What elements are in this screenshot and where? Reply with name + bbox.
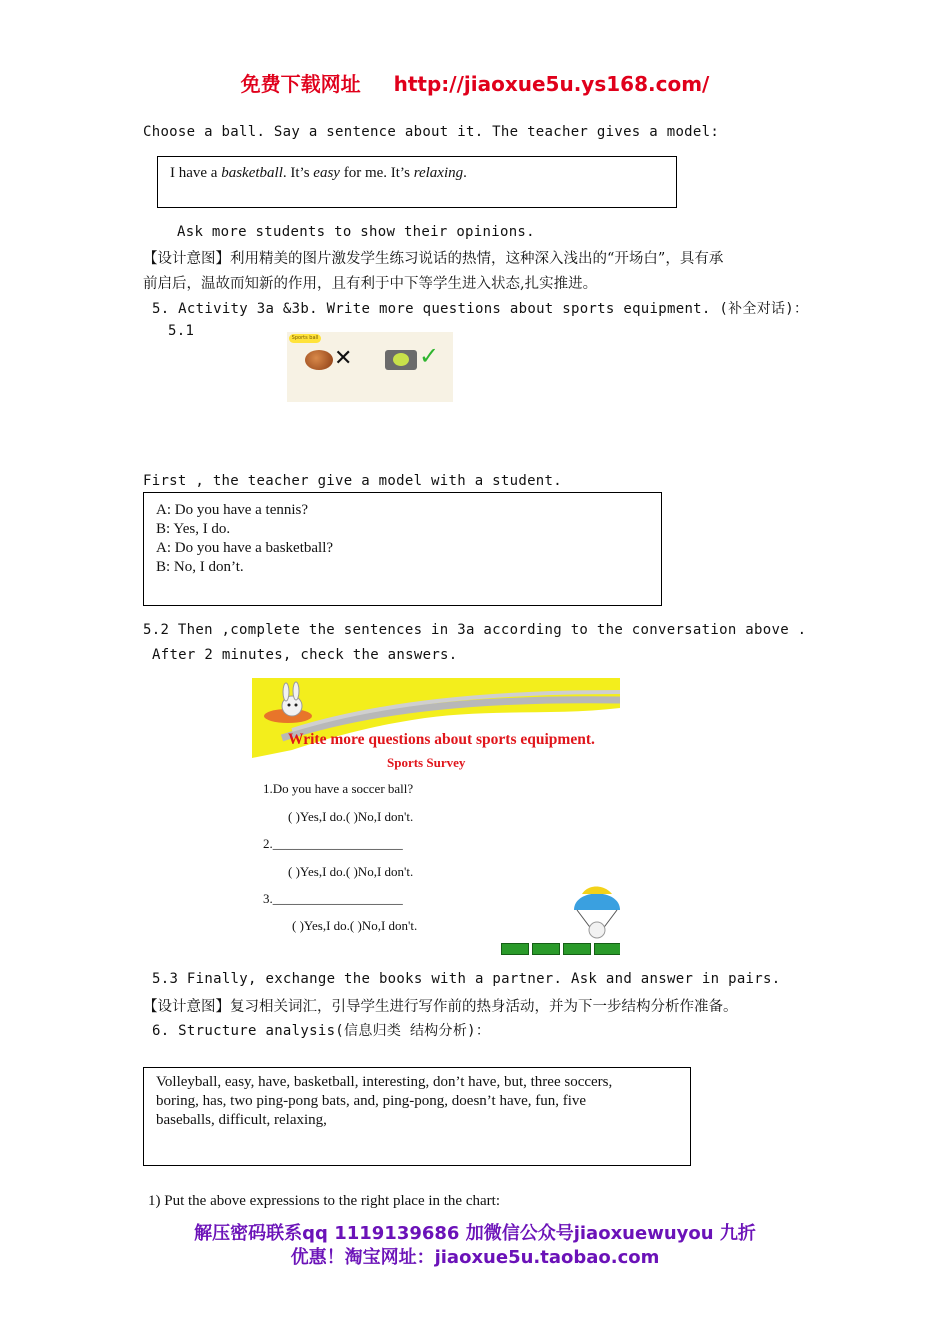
intro-line: Choose a ball. Say a sentence about it. The teacher gives a model: — [143, 124, 720, 140]
nav-button — [501, 943, 529, 955]
download-header — [0, 68, 950, 97]
step-5-3-line: 5.3 Finally, exchange the books with a partner. Ask and answer in pairs. — [152, 971, 781, 987]
survey-answer-2: ( )Yes,I do.( )No,I don't. — [288, 864, 414, 879]
nav-button — [532, 943, 560, 955]
step-5-2-line2: After 2 minutes, check the answers. — [152, 647, 458, 663]
sports-ball-image — [287, 332, 453, 402]
survey-question-2: 2.____________________ — [263, 836, 403, 851]
expressions-box — [143, 1067, 691, 1166]
dialog-line: B: Yes, I do. — [156, 521, 231, 537]
put-instruction: 1) Put the above expressions to the right place in the chart: — [148, 1193, 500, 1209]
expressions-line: boring, has, two ping-pong bats, and, ping-pong, doesn’t have, fun, five — [156, 1093, 587, 1109]
dialog-line: A: Do you have a tennis? — [156, 502, 309, 518]
dialog-line: A: Do you have a basketball? — [156, 540, 334, 556]
dialog-line: B: No, I don’t. — [156, 559, 244, 575]
ask-more-line: Ask more students to show their opinions. — [177, 224, 535, 240]
parachute-bunny-icon — [574, 887, 620, 939]
expressions-line: baseballs, difficult, relaxing, — [156, 1112, 327, 1128]
design-intent-1-line1: 【设计意图】利用精美的图片激发学生练习说话的热情，这种深入浅出的“开场白”，具有承 — [143, 251, 724, 267]
survey-question-1: 1.Do you have a soccer ball? — [263, 781, 414, 796]
survey-subtitle: Sports Survey — [387, 755, 466, 770]
survey-question-3: 3.____________________ — [263, 891, 403, 906]
first-model-line: First , the teacher give a model with a student. — [143, 473, 562, 489]
dialog-box — [143, 492, 662, 606]
header-url-link[interactable]: http://jiaoxue5u.ys168.com/ — [393, 72, 710, 96]
step-5-1-label: 5.1 — [168, 323, 195, 339]
step-5-2-line1: 5.2 Then ,complete the sentences in 3a according to the conversation above . — [143, 622, 807, 638]
sports-survey-image — [252, 678, 620, 956]
footer-line-1: 解压密码联系qq 1119139686 加微信公众号jiaoxuewuyou 九折 — [194, 1223, 756, 1244]
header-title: 免费下载网址 — [240, 72, 361, 96]
activity-5-heading: 5. Activity 3a &3b. Write more questions about sports equipment. (补全对话)： — [152, 301, 809, 317]
footer-line-2: 优惠！淘宝网址：jiaoxue5u.taobao.com — [290, 1247, 660, 1268]
expressions-line: Volleyball, easy, have, basketball, interesting, don’t have, but, three soccers, — [156, 1074, 613, 1090]
model-sentence-box — [157, 156, 677, 208]
nav-button — [563, 943, 591, 955]
nav-button — [594, 943, 620, 955]
survey-nav-buttons — [501, 942, 620, 956]
model-sentence: I have a basketball. It’s easy for me. It’s relaxing. — [170, 165, 467, 181]
survey-title: Write more questions about sports equipment. — [288, 731, 595, 748]
tennis-ball-icon — [385, 350, 417, 370]
step-6-heading: 6. Structure analysis(信息归类 结构分析)： — [152, 1023, 491, 1039]
design-intent-2: 【设计意图】复习相关词汇，引导学生进行写作前的热身活动，并为下一步结构分析作准备。 — [143, 999, 738, 1015]
image-tag: Sports ball — [289, 334, 321, 343]
basketball-icon — [305, 350, 333, 370]
survey-answer-1: ( )Yes,I do.( )No,I don't. — [288, 809, 414, 824]
design-intent-1-line2: 前启后，温故而知新的作用，且有利于中下等学生进入状态,扎实推进。 — [143, 276, 598, 292]
cross-icon: ✕ — [334, 346, 353, 371]
survey-answer-3: ( )Yes,I do.( )No,I don't. — [292, 918, 418, 933]
check-icon: ✓ — [419, 342, 440, 370]
